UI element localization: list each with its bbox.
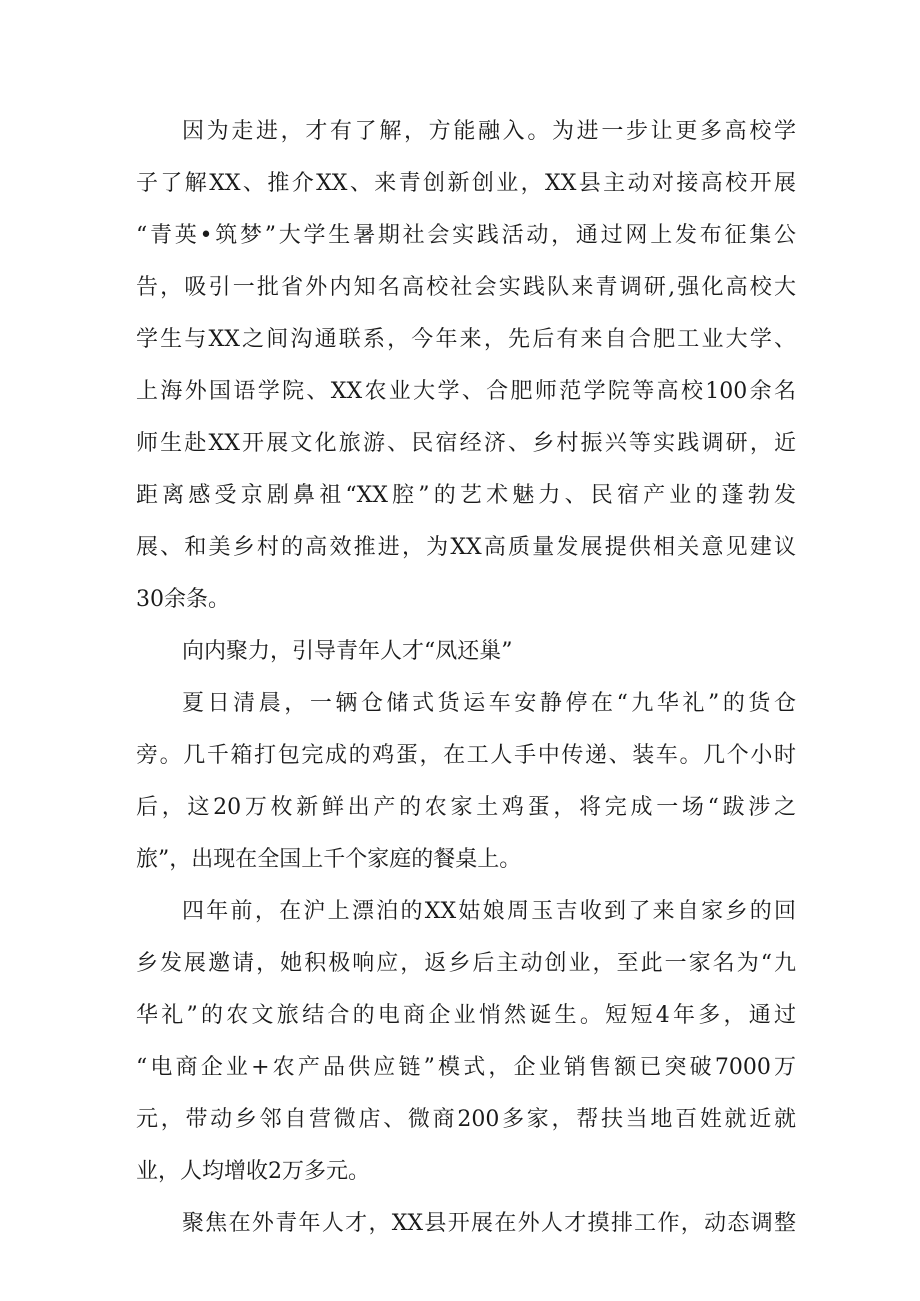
paragraph-1-line-7: 师生赴XX开展文化旅游、民宿经济、乡村振兴等实践调研，近	[136, 431, 796, 456]
paragraph-3-line-1: 四年前，在沪上漂泊的XX姑娘周玉吉收到了来自家乡的回	[182, 899, 796, 924]
paragraph-4-line-1: 聚焦在外青年人才，XX县开展在外人才摸排工作，动态调整	[182, 1211, 796, 1236]
paragraph-1-line-8: 距离感受京剧鼻祖“XX腔”的艺术魅力、民宿产业的蓬勃发	[136, 483, 796, 508]
article-body	[136, 106, 796, 1250]
paragraph-1-line-10: 30余条。	[136, 587, 230, 612]
paragraph-3-line-4: “电商企业+农产品供应链”模式，企业销售额已突破7000万	[136, 1055, 796, 1080]
paragraph-1-line-5: 学生与XX之间沟通联系，今年来，先后有来自合肥工业大学、	[136, 327, 796, 352]
paragraph-3-line-6: 业，人均增收2万多元。	[136, 1159, 370, 1184]
paragraph-2-line-4: 旅”，出现在全国上千个家庭的餐桌上。	[136, 847, 522, 872]
paragraph-1-line-3: “青英•筑梦”大学生暑期社会实践活动，通过网上发布征集公	[136, 223, 796, 248]
paragraph-2-line-3: 后，这20万枚新鲜出产的农家土鸡蛋，将完成一场“跋涉之	[136, 795, 796, 820]
paragraph-2-line-1: 夏日清晨，一辆仓储式货运车安静停在“九华礼”的货仓	[182, 691, 796, 716]
paragraph-3-line-3: 华礼”的农文旅结合的电商企业悄然诞生。短短4年多，通过	[136, 1003, 796, 1028]
paragraph-3-line-2: 乡发展邀请，她积极响应，返乡后主动创业，至此一家名为“九	[136, 951, 796, 976]
paragraph-3-line-5: 元，带动乡邻自营微店、微商200多家，帮扶当地百姓就近就	[136, 1107, 796, 1132]
paragraph-1-line-9: 展、和美乡村的高效推进，为XX高质量发展提供相关意见建议	[136, 535, 796, 560]
paragraph-1-line-6: 上海外国语学院、XX农业大学、合肥师范学院等高校100余名	[136, 379, 796, 404]
paragraph-1-line-2: 子了解XX、推介XX、来青创新创业，XX县主动对接高校开展	[136, 171, 796, 196]
paragraph-1-line-1: 因为走进，才有了解，方能融入。为进一步让更多高校学	[182, 119, 796, 144]
paragraph-1-line-4: 告，吸引一批省外内知名高校社会实践队来青调研,强化高校大	[136, 275, 796, 300]
paragraph-2-line-2: 旁。几千箱打包完成的鸡蛋，在工人手中传递、装车。几个小时	[136, 743, 796, 768]
section-heading: 向内聚力，引导青年人才“凤还巢”	[182, 639, 513, 664]
